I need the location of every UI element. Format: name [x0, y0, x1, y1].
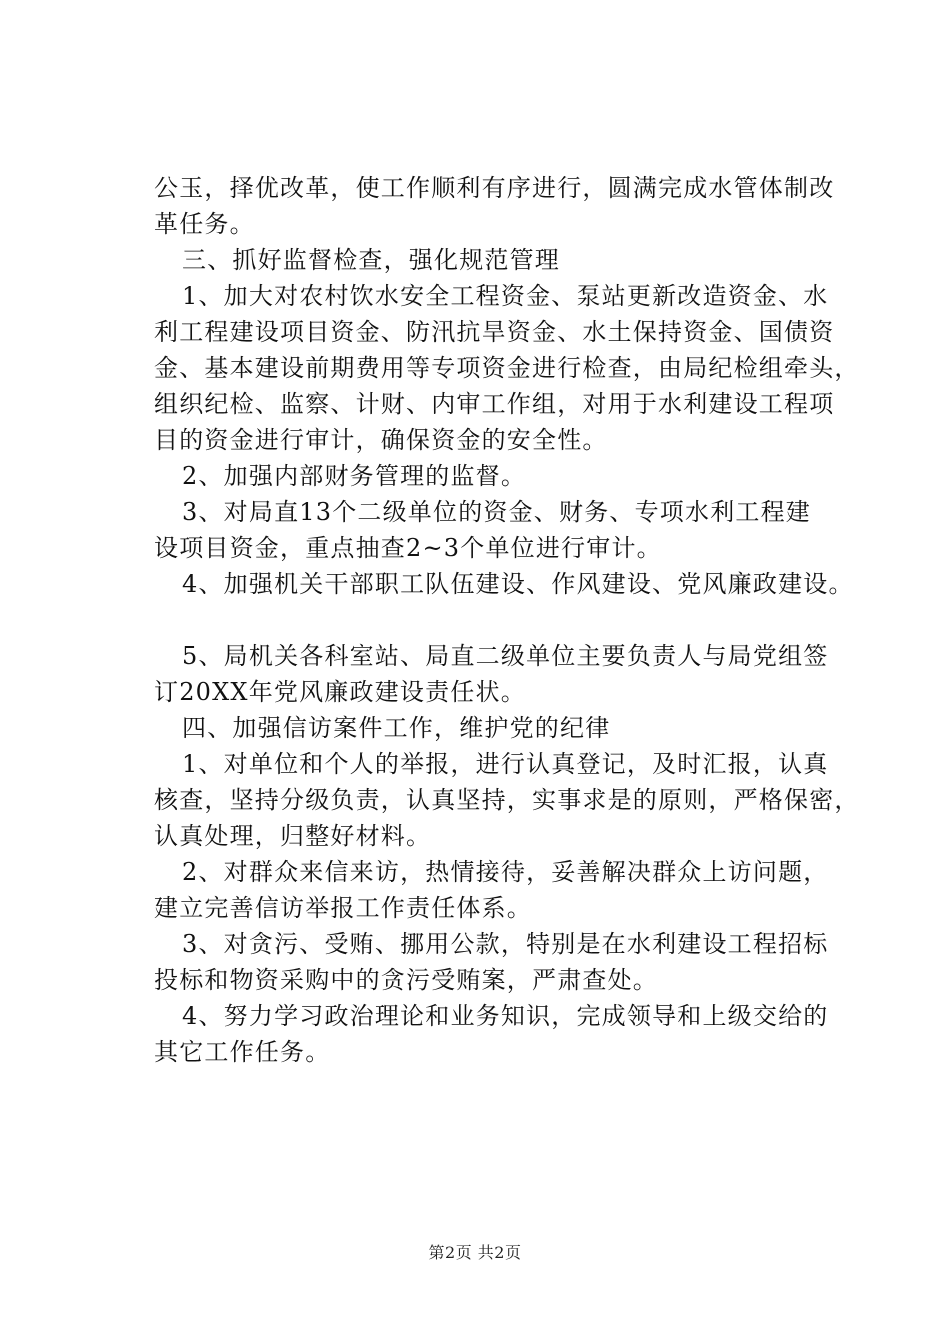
text-line: 目的资金进行审计，确保资金的安全性。 — [154, 426, 608, 454]
text-line: 4、加强机关干部职工队伍建设、作风建设、党风廉政建设。 — [182, 570, 854, 598]
text-line: 利工程建设项目资金、防汛抗旱资金、水土保持资金、国债资 — [154, 318, 835, 346]
text-line: 1、对单位和个人的举报，进行认真登记，及时汇报，认真 — [182, 750, 829, 778]
text-line: 革任务。 — [154, 210, 255, 238]
document-body — [154, 170, 860, 1070]
text-line: 1、加大对农村饮水安全工程资金、泵站更新改造资金、水 — [182, 282, 829, 310]
page-number-footer: 第2页 共2页 — [428, 1243, 522, 1262]
section-heading: 三、抓好监督检查，强化规范管理 — [182, 246, 560, 274]
text-line: 3、对局直13个二级单位的资金、财务、专项水利工程建 — [182, 498, 812, 526]
text-line: 其它工作任务。 — [154, 1038, 331, 1066]
text-line: 2、加强内部财务管理的监督。 — [182, 462, 527, 490]
text-line: 2、对群众来信来访，热情接待，妥善解决群众上访问题， — [182, 858, 829, 886]
text-line: 4、努力学习政治理论和业务知识，完成领导和上级交给的 — [182, 1002, 829, 1030]
text-line: 投标和物资采购中的贪污受贿案，严肃查处。 — [154, 966, 658, 994]
text-line: 公玉，择优改革，使工作顺利有序进行，圆满完成水管体制改 — [154, 174, 835, 202]
text-line: 5、局机关各科室站、局直二级单位主要负责人与局党组签 — [182, 642, 829, 670]
text-line: 金、基本建设前期费用等专项资金进行检查，由局纪检组牵头， — [154, 354, 860, 382]
text-line: 认真处理，归整好材料。 — [154, 822, 432, 850]
text-line: 核查，坚持分级负责，认真坚持，实事求是的原则，严格保密， — [154, 786, 860, 814]
blank-line — [154, 602, 854, 638]
section-heading: 四、加强信访案件工作，维护党的纪律 — [182, 714, 611, 742]
text-line: 组织纪检、监察、计财、内审工作组，对用于水利建设工程项 — [154, 390, 835, 418]
text-line: 3、对贪污、受贿、挪用公款，特别是在水利建设工程招标 — [182, 930, 829, 958]
text-line: 订20XX年党风廉政建设责任状。 — [154, 678, 526, 706]
text-line: 建立完善信访举报工作责任体系。 — [154, 894, 532, 922]
text-line: 设项目资金，重点抽查2~3个单位进行审计。 — [154, 534, 662, 562]
